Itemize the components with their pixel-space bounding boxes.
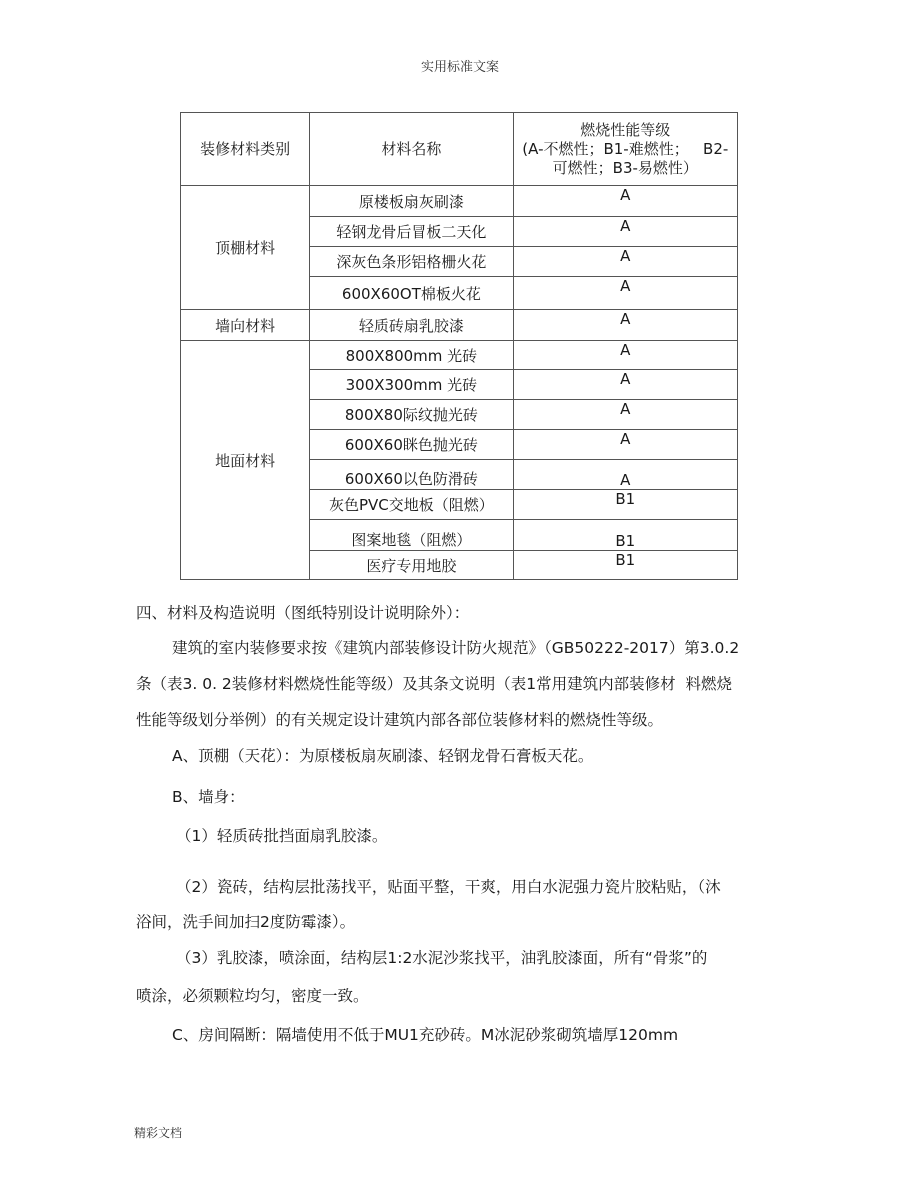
page-footer: 精彩文档 [134,1126,183,1140]
intro-line-2: 条（表3. 0. 2装修材料燃烧性能等级）及其条文说明（表1常用建筑内部装修材 料燃烧 [136,675,733,693]
material-grade: A [513,186,737,217]
material-grade: A [513,430,737,460]
material-name: 800X800mm 光砖 [310,341,513,370]
material-name: 轻质砖扇乳胶漆 [310,310,513,341]
material-grade: A [513,217,737,247]
material-grade: B1 [513,520,737,551]
intro-line-1: 建筑的室内装修要求按《建筑内部装修设计防火规范》（GB50222-2017）第3.0.2 [172,639,740,657]
material-grade: A [513,277,737,310]
item-a-ceiling: A、顶棚（天花）：为原楼板扇灰刷漆、轻钢龙骨石膏板天花。 [172,747,594,765]
item-b-wall: B、墙身： [172,788,245,806]
header-grade-line-1: 燃烧性能等级 [580,120,671,139]
material-grade: A [513,400,737,430]
item-b1: （1）轻质砖批挡面扇乳胶漆。 [176,827,388,845]
intro-line-3: 性能等级划分举例）的有关规定设计建筑内部各部位装修材料的燃烧性等级。 [136,711,664,729]
material-name: 600X60OT棉板火花 [310,277,513,310]
table-row [181,310,738,341]
page-header: 实用标准文案 [420,60,499,75]
material-grade: B1 [513,490,737,520]
material-name: 深灰色条形铝格栅火花 [310,247,513,277]
category-floor: 地面材料 [181,341,310,580]
material-name: 原楼板扇灰刷漆 [310,186,513,217]
material-grade: A [513,247,737,277]
material-name: 轻钢龙骨后冒板二天化 [310,217,513,247]
material-name: 300X300mm 光砖 [310,370,513,400]
material-name: 600X60眯色抛光砖 [310,430,513,460]
table-row [181,186,738,217]
material-name: 800X80际纹抛光砖 [310,400,513,430]
item-c-partition: C、房间隔断：隔墙使用不低于MU1充砂砖。M冰泥砂浆砌筑墙厚120mm [172,1026,679,1044]
item-b3-line-1: （3）乳胶漆，喷涂面，结构层1:2水泥沙浆找平，油乳胶漆面，所有“骨浆”的 [176,949,708,967]
material-grade: B1 [513,551,737,580]
header-grade-line-2: (A-不燃性；B1-难燃性； B2- [522,139,729,158]
section-heading: 四、材料及构造说明（图纸特别设计说明除外）： [136,604,470,622]
item-b3-line-2: 喷涂，必须颗粒均匀，密度一致。 [136,987,369,1005]
header-grade [513,113,737,186]
header-grade-line-3: 可燃性；B3-易燃性） [552,158,698,177]
header-category: 装修材料类别 [181,113,310,186]
material-name: 医疗专用地胶 [310,551,513,580]
table-row [181,341,738,370]
material-grade: A [513,341,737,370]
item-b2-line-2: 浴间，洗手间加扫2度防霉漆）。 [136,913,356,931]
material-grade: A [513,460,737,490]
table-header-row [181,113,738,186]
material-grade: A [513,310,737,341]
header-name: 材料名称 [310,113,513,186]
category-ceiling: 顶棚材料 [181,186,310,310]
material-name: 600X60以色防滑砖 [310,460,513,490]
item-b2-line-1: （2）瓷砖，结构层批荡找平，贴面平整，干爽，用白水泥强力瓷片胶粘贴，（沐 [176,878,721,896]
materials-table [180,112,738,580]
material-name: 灰色PVC交地板（阻燃） [310,490,513,520]
material-name: 图案地毯（阻燃） [310,520,513,551]
material-grade: A [513,370,737,400]
category-wall: 墙向材料 [181,310,310,341]
